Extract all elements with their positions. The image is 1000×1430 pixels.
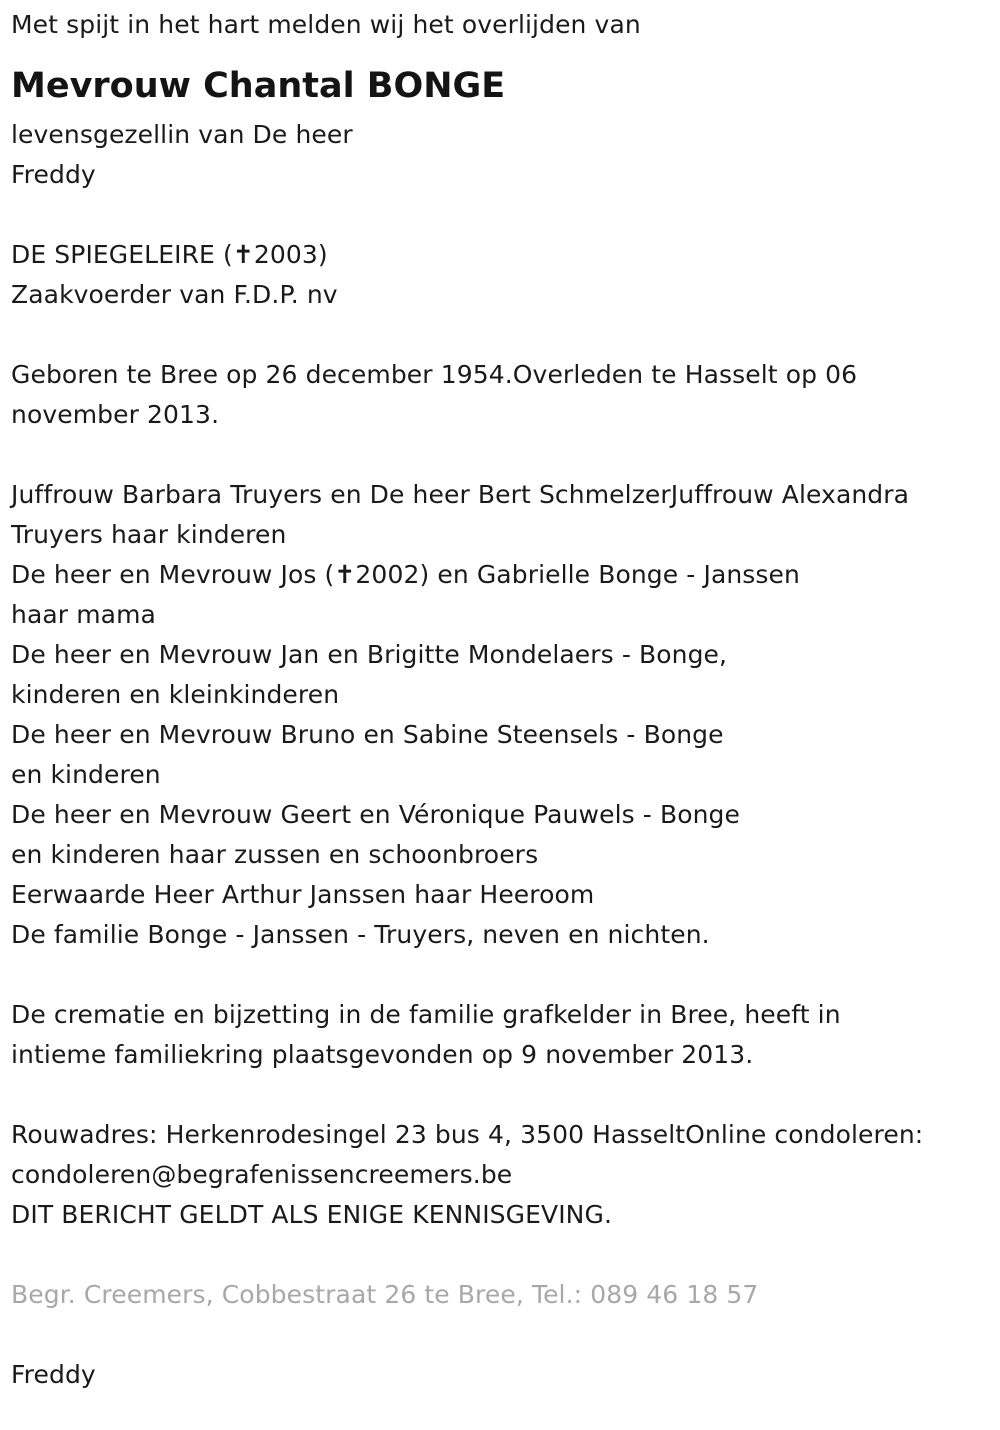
spacer [11, 955, 991, 995]
family-line: De heer en Mevrouw Jos (✝2002) en Gabrielle Bonge - Janssen [11, 560, 800, 589]
notice-statement: DIT BERICHT GELDT ALS ENIGE KENNISGEVING. [11, 1200, 612, 1229]
funeral-home-info: Begr. Creemers, Cobbestraat 26 te Bree, Tel.: 089 46 18 57 [11, 1280, 759, 1309]
family-line: kinderen en kleinkinderen [11, 680, 340, 709]
spacer [11, 315, 991, 355]
death-notice [11, 5, 991, 1395]
spacer [11, 1235, 991, 1275]
ceremony-line-2: intieme familiekring plaatsgevonden op 9 november 2013. [11, 1040, 754, 1069]
spacer [11, 1315, 991, 1355]
contact-email: condoleren@begrafenissencreemers.be [11, 1160, 513, 1189]
signature: Freddy [11, 1360, 96, 1389]
intro-text: Met spijt in het hart melden wij het overlijden van [11, 10, 641, 39]
spacer [11, 1075, 991, 1115]
spacer [11, 195, 991, 235]
ceremony-line-1: De crematie en bijzetting in de familie grafkelder in Bree, heeft in [11, 1000, 841, 1029]
family-line: en kinderen haar zussen en schoonbroers [11, 840, 539, 869]
family-list [11, 475, 991, 955]
family-line: De familie Bonge - Janssen - Truyers, neven en nichten. [11, 920, 710, 949]
family-line: De heer en Mevrouw Jan en Brigitte Mondelaers - Bonge, [11, 640, 728, 669]
dates-line-2: november 2013. [11, 400, 220, 429]
family-line: De heer en Mevrouw Geert en Véronique Pauwels - Bonge [11, 800, 740, 829]
spacer [11, 435, 991, 475]
partner-line-3: DE SPIEGELEIRE (✝2003) [11, 240, 328, 269]
family-line: Eerwaarde Heer Arthur Janssen haar Heeroom [11, 880, 595, 909]
family-line: haar mama [11, 600, 156, 629]
family-line: Juffrouw Barbara Truyers en De heer Bert SchmelzerJuffrouw Alexandra [11, 480, 910, 509]
deceased-name: Mevrouw Chantal BONGE [11, 66, 506, 106]
partner-line-2: Freddy [11, 160, 96, 189]
family-line: en kinderen [11, 760, 161, 789]
partner-line-4: Zaakvoerder van F.D.P. nv [11, 280, 338, 309]
dates-line-1: Geboren te Bree op 26 december 1954.Overleden te Hasselt op 06 [11, 360, 858, 389]
contact-address: Rouwadres: Herkenrodesingel 23 bus 4, 3500 HasseltOnline condoleren: [11, 1120, 924, 1149]
family-line: Truyers haar kinderen [11, 520, 287, 549]
family-line: De heer en Mevrouw Bruno en Sabine Steensels - Bonge [11, 720, 724, 749]
partner-line-1: levensgezellin van De heer [11, 120, 353, 149]
